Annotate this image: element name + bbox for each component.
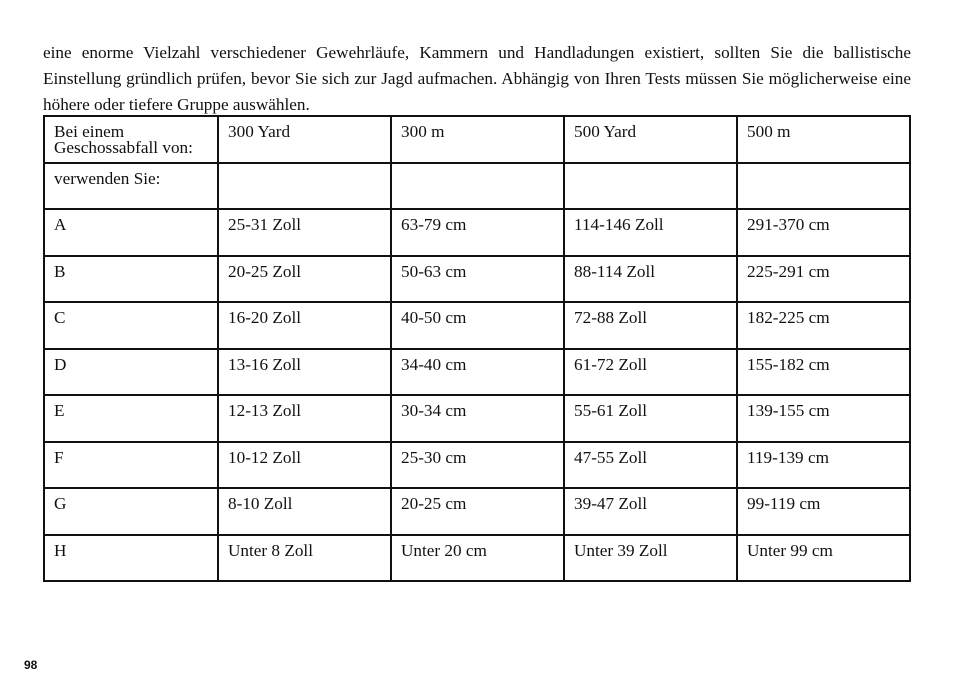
- table-cell: 55-61 Zoll: [564, 395, 737, 442]
- table-cell: 291-370 cm: [737, 209, 910, 256]
- table-cell: 13-16 Zoll: [218, 349, 391, 396]
- table-cell: 88-114 Zoll: [564, 256, 737, 303]
- table-cell: 114-146 Zoll: [564, 209, 737, 256]
- table-cell: 61-72 Zoll: [564, 349, 737, 396]
- table-row: [44, 256, 910, 303]
- table-row: [44, 209, 910, 256]
- subheader-cell-empty: [218, 163, 391, 210]
- table-cell: 20-25 cm: [391, 488, 564, 535]
- group-letter-cell: A: [44, 209, 218, 256]
- subheader-cell-empty: [564, 163, 737, 210]
- table-cell: 25-31 Zoll: [218, 209, 391, 256]
- header-cell-500-yard: 500 Yard: [564, 116, 737, 163]
- subheader-cell-use-label: verwenden Sie:: [44, 163, 218, 210]
- table-cell: 10-12 Zoll: [218, 442, 391, 489]
- group-letter-cell: H: [44, 535, 218, 582]
- subheader-cell-empty: [737, 163, 910, 210]
- group-letter-cell: C: [44, 302, 218, 349]
- table-row: [44, 442, 910, 489]
- table-cell: 63-79 cm: [391, 209, 564, 256]
- table-cell: 47-55 Zoll: [564, 442, 737, 489]
- header-cell-drop-label: Bei einem Geschossabfall von:: [44, 116, 218, 163]
- table-cell: Unter 99 cm: [737, 535, 910, 582]
- table-cell: 72-88 Zoll: [564, 302, 737, 349]
- table-cell: 155-182 cm: [737, 349, 910, 396]
- group-letter-cell: D: [44, 349, 218, 396]
- table-cell: 20-25 Zoll: [218, 256, 391, 303]
- header-cell-300-m: 300 m: [391, 116, 564, 163]
- intro-paragraph: eine enorme Vielzahl verschiedener Gewehrläufe, Kammern und Handladungen existiert, sollten Sie die ballistische Einstellung gründlich prüfen, bevor Sie sich zur Jagd aufmachen. Abhängig von Ihren Tests müssen Sie möglicherweise eine höhere oder tiefere Gruppe auswählen.: [43, 43, 911, 114]
- table-cell: 40-50 cm: [391, 302, 564, 349]
- table-row: [44, 349, 910, 396]
- table-subheader-row: [44, 163, 910, 210]
- table-row: [44, 395, 910, 442]
- subheader-cell-empty: [391, 163, 564, 210]
- table-cell: 39-47 Zoll: [564, 488, 737, 535]
- group-letter-cell: G: [44, 488, 218, 535]
- table-cell: Unter 20 cm: [391, 535, 564, 582]
- group-letter-cell: F: [44, 442, 218, 489]
- table-cell: Unter 8 Zoll: [218, 535, 391, 582]
- table-cell: 25-30 cm: [391, 442, 564, 489]
- table-row: [44, 535, 910, 582]
- header-cell-500-m: 500 m: [737, 116, 910, 163]
- table-cell: 34-40 cm: [391, 349, 564, 396]
- header-cell-300-yard: 300 Yard: [218, 116, 391, 163]
- group-letter-cell: E: [44, 395, 218, 442]
- table-cell: 139-155 cm: [737, 395, 910, 442]
- table-cell: 225-291 cm: [737, 256, 910, 303]
- table-header-row: [44, 116, 910, 163]
- table-cell: 8-10 Zoll: [218, 488, 391, 535]
- table-cell: 119-139 cm: [737, 442, 910, 489]
- table-cell: 12-13 Zoll: [218, 395, 391, 442]
- ballistic-group-table: [43, 115, 911, 582]
- table-cell: 182-225 cm: [737, 302, 910, 349]
- group-letter-cell: B: [44, 256, 218, 303]
- table-cell: 50-63 cm: [391, 256, 564, 303]
- table-cell: Unter 39 Zoll: [564, 535, 737, 582]
- table-cell: 99-119 cm: [737, 488, 910, 535]
- table-cell: 30-34 cm: [391, 395, 564, 442]
- page-number: 98: [24, 658, 38, 672]
- table-row: [44, 488, 910, 535]
- table-row: [44, 302, 910, 349]
- table-cell: 16-20 Zoll: [218, 302, 391, 349]
